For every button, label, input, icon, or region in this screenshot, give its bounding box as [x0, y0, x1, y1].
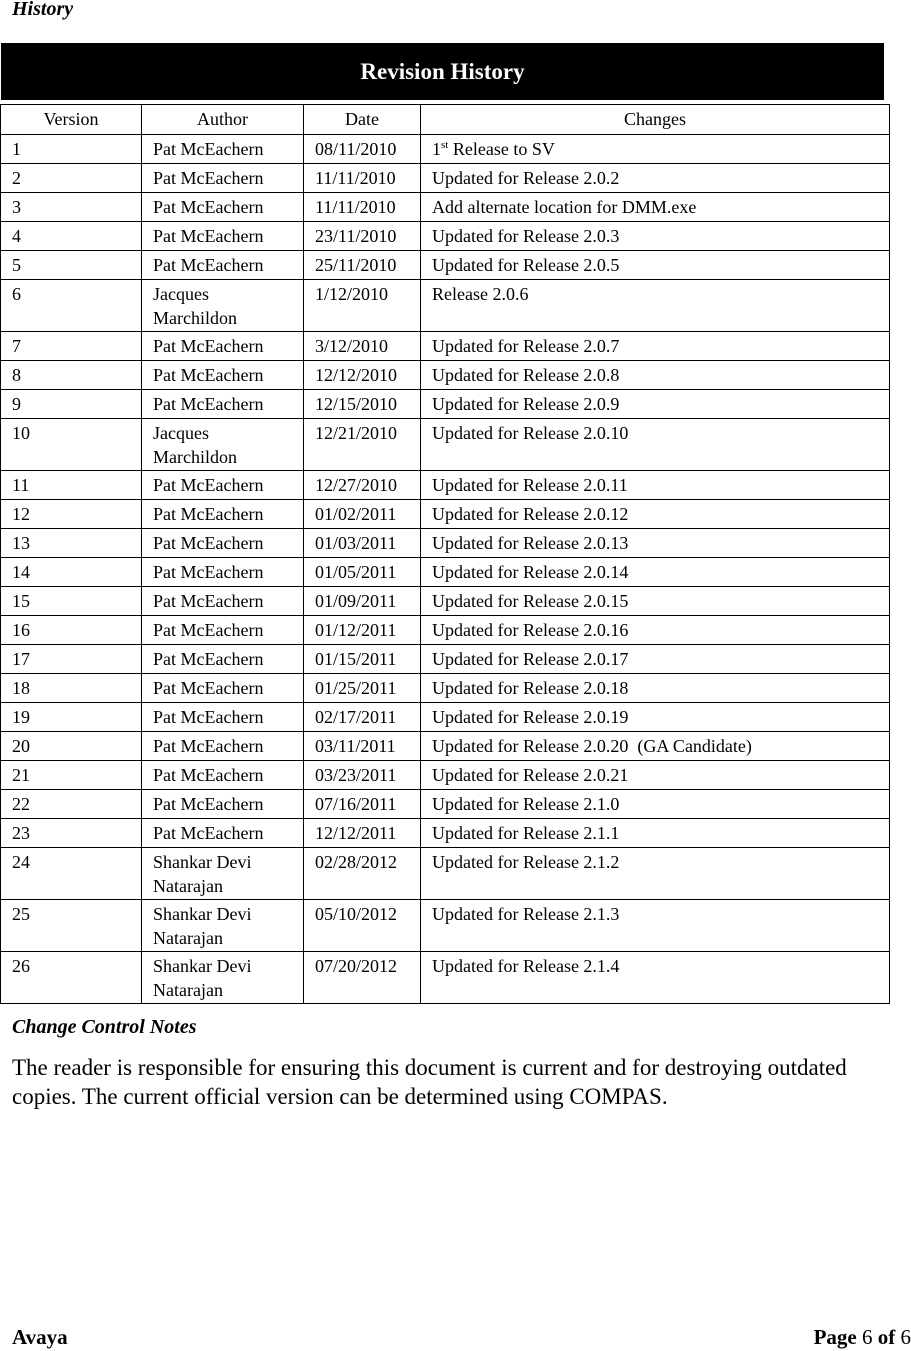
page-current: 6: [862, 1325, 873, 1349]
cell-version: 11: [1, 471, 142, 500]
cell-version: 18: [1, 674, 142, 703]
cell-date: 12/27/2010: [304, 471, 421, 500]
cell-changes: Add alternate location for DMM.exe: [421, 193, 890, 222]
cell-changes: Updated for Release 2.0.20 (GA Candidate): [421, 732, 890, 761]
cell-changes-superscript: st: [441, 139, 449, 151]
cell-author: Jacques Marchildon: [142, 280, 304, 332]
table-body: [1, 135, 890, 1004]
cell-version: 2: [1, 164, 142, 193]
cell-changes: Updated for Release 2.1.2: [421, 848, 890, 900]
cell-changes: Updated for Release 2.0.5: [421, 251, 890, 280]
cell-version: 15: [1, 587, 142, 616]
cell-date: 12/12/2010: [304, 361, 421, 390]
table-row: [1, 587, 890, 616]
cell-author: Pat McEachern: [142, 587, 304, 616]
cell-version: 3: [1, 193, 142, 222]
cell-date: 23/11/2010: [304, 222, 421, 251]
cell-author: Shankar Devi Natarajan: [142, 952, 304, 1004]
cell-version: 19: [1, 703, 142, 732]
table-row: [1, 361, 890, 390]
column-header-author: Author: [142, 105, 304, 135]
cell-changes: [421, 135, 890, 164]
cell-version: 13: [1, 529, 142, 558]
cell-version: 23: [1, 819, 142, 848]
cell-date: 01/03/2011: [304, 529, 421, 558]
cell-date: 12/12/2011: [304, 819, 421, 848]
column-header-version: Version: [1, 105, 142, 135]
table-row: [1, 703, 890, 732]
cell-date: 05/10/2012: [304, 900, 421, 952]
cell-version: 16: [1, 616, 142, 645]
footer-company: Avaya: [12, 1325, 68, 1349]
cell-date: 12/15/2010: [304, 390, 421, 419]
cell-changes: Updated for Release 2.0.14: [421, 558, 890, 587]
cell-date: 07/16/2011: [304, 790, 421, 819]
cell-author: Shankar Devi Natarajan: [142, 848, 304, 900]
table-row: [1, 135, 890, 164]
table-row: [1, 419, 890, 471]
cell-version: 24: [1, 848, 142, 900]
cell-date: 07/20/2012: [304, 952, 421, 1004]
cell-author: Pat McEachern: [142, 251, 304, 280]
cell-date: 02/28/2012: [304, 848, 421, 900]
table-row: [1, 790, 890, 819]
cell-date: 3/12/2010: [304, 332, 421, 361]
cell-author: Pat McEachern: [142, 674, 304, 703]
table-row: [1, 193, 890, 222]
cell-changes: Updated for Release 2.0.3: [421, 222, 890, 251]
cell-date: 01/05/2011: [304, 558, 421, 587]
table-row: [1, 471, 890, 500]
banner-title: Revision History: [360, 58, 525, 84]
cell-version: 1: [1, 135, 142, 164]
table-row: [1, 645, 890, 674]
table-row: [1, 500, 890, 529]
cell-date: 01/02/2011: [304, 500, 421, 529]
cell-author: Pat McEachern: [142, 529, 304, 558]
table-row: [1, 222, 890, 251]
table-row: [1, 819, 890, 848]
cell-author: Pat McEachern: [142, 732, 304, 761]
cell-changes: Updated for Release 2.0.19: [421, 703, 890, 732]
cell-version: 22: [1, 790, 142, 819]
cell-changes: Updated for Release 2.0.21: [421, 761, 890, 790]
cell-changes: Updated for Release 2.0.11: [421, 471, 890, 500]
cell-changes: Updated for Release 2.0.18: [421, 674, 890, 703]
cell-version: 12: [1, 500, 142, 529]
cell-changes-text: Release to SV: [448, 139, 555, 159]
table-row: [1, 332, 890, 361]
cell-version: 9: [1, 390, 142, 419]
cell-date: 1/12/2010: [304, 280, 421, 332]
cell-date: 03/11/2011: [304, 732, 421, 761]
cell-author: Pat McEachern: [142, 390, 304, 419]
table-header-row: [1, 105, 890, 135]
page-label: Page: [813, 1325, 857, 1349]
change-control-notes-body: The reader is responsible for ensuring this document is current and for destroying outdated copies. The current official version can be determined using COMPAS.: [12, 1055, 847, 1109]
cell-date: 01/15/2011: [304, 645, 421, 674]
cell-author: Shankar Devi Natarajan: [142, 900, 304, 952]
table-row: [1, 761, 890, 790]
cell-changes: Updated for Release 2.0.2: [421, 164, 890, 193]
cell-author: Pat McEachern: [142, 361, 304, 390]
cell-date: 11/11/2010: [304, 164, 421, 193]
cell-author: Pat McEachern: [142, 703, 304, 732]
cell-author: Pat McEachern: [142, 616, 304, 645]
table-row: [1, 280, 890, 332]
cell-author: Pat McEachern: [142, 332, 304, 361]
cell-version: 25: [1, 900, 142, 952]
cell-changes: Updated for Release 2.0.8: [421, 361, 890, 390]
table-row: [1, 732, 890, 761]
cell-version: 7: [1, 332, 142, 361]
cell-date: 08/11/2010: [304, 135, 421, 164]
cell-version: 26: [1, 952, 142, 1004]
table-row: [1, 616, 890, 645]
cell-version: 21: [1, 761, 142, 790]
table-row: [1, 251, 890, 280]
cell-version: 20: [1, 732, 142, 761]
cell-changes: Release 2.0.6: [421, 280, 890, 332]
cell-date: 12/21/2010: [304, 419, 421, 471]
revision-history-table: [0, 104, 890, 1004]
cell-changes: Updated for Release 2.0.13: [421, 529, 890, 558]
cell-author: Pat McEachern: [142, 645, 304, 674]
cell-version: 5: [1, 251, 142, 280]
table-row: [1, 900, 890, 952]
table-row: [1, 164, 890, 193]
cell-changes: Updated for Release 2.0.10: [421, 419, 890, 471]
cell-changes: Updated for Release 2.1.4: [421, 952, 890, 1004]
cell-changes: Updated for Release 2.0.12: [421, 500, 890, 529]
column-header-date: Date: [304, 105, 421, 135]
cell-author: Pat McEachern: [142, 761, 304, 790]
cell-author: Pat McEachern: [142, 500, 304, 529]
table-row: [1, 848, 890, 900]
cell-author: Pat McEachern: [142, 135, 304, 164]
cell-author: Pat McEachern: [142, 558, 304, 587]
cell-author: Pat McEachern: [142, 164, 304, 193]
table-row: [1, 390, 890, 419]
cell-changes: Updated for Release 2.0.16: [421, 616, 890, 645]
cell-version: 8: [1, 361, 142, 390]
cell-date: 01/09/2011: [304, 587, 421, 616]
table-row: [1, 558, 890, 587]
cell-author: Pat McEachern: [142, 790, 304, 819]
table-row: [1, 952, 890, 1004]
table-row: [1, 674, 890, 703]
cell-author: Pat McEachern: [142, 471, 304, 500]
cell-date: 25/11/2010: [304, 251, 421, 280]
revision-history-banner: [1, 43, 884, 100]
column-header-changes: Changes: [421, 105, 890, 135]
section-heading: History: [12, 0, 74, 20]
cell-changes: Updated for Release 2.1.0: [421, 790, 890, 819]
page-total: 6: [900, 1325, 911, 1349]
cell-changes: Updated for Release 2.1.3: [421, 900, 890, 952]
cell-version: 17: [1, 645, 142, 674]
cell-version: 14: [1, 558, 142, 587]
table-row: [1, 529, 890, 558]
cell-author: Pat McEachern: [142, 819, 304, 848]
cell-date: 03/23/2011: [304, 761, 421, 790]
cell-changes: Updated for Release 2.0.7: [421, 332, 890, 361]
cell-changes: Updated for Release 2.0.15: [421, 587, 890, 616]
footer-page-number: [814, 1325, 911, 1350]
of-label: of: [877, 1325, 896, 1349]
change-control-notes-title: Change Control Notes: [12, 1016, 197, 1038]
cell-author: Pat McEachern: [142, 222, 304, 251]
cell-version: 4: [1, 222, 142, 251]
cell-version: 10: [1, 419, 142, 471]
cell-version: 6: [1, 280, 142, 332]
cell-changes: Updated for Release 2.0.9: [421, 390, 890, 419]
cell-date: 02/17/2011: [304, 703, 421, 732]
cell-changes: Updated for Release 2.1.1: [421, 819, 890, 848]
cell-date: 01/12/2011: [304, 616, 421, 645]
cell-author: Jacques Marchildon: [142, 419, 304, 471]
cell-changes-prefix: 1: [432, 139, 441, 159]
cell-date: 01/25/2011: [304, 674, 421, 703]
cell-date: 11/11/2010: [304, 193, 421, 222]
cell-author: Pat McEachern: [142, 193, 304, 222]
cell-changes: Updated for Release 2.0.17: [421, 645, 890, 674]
